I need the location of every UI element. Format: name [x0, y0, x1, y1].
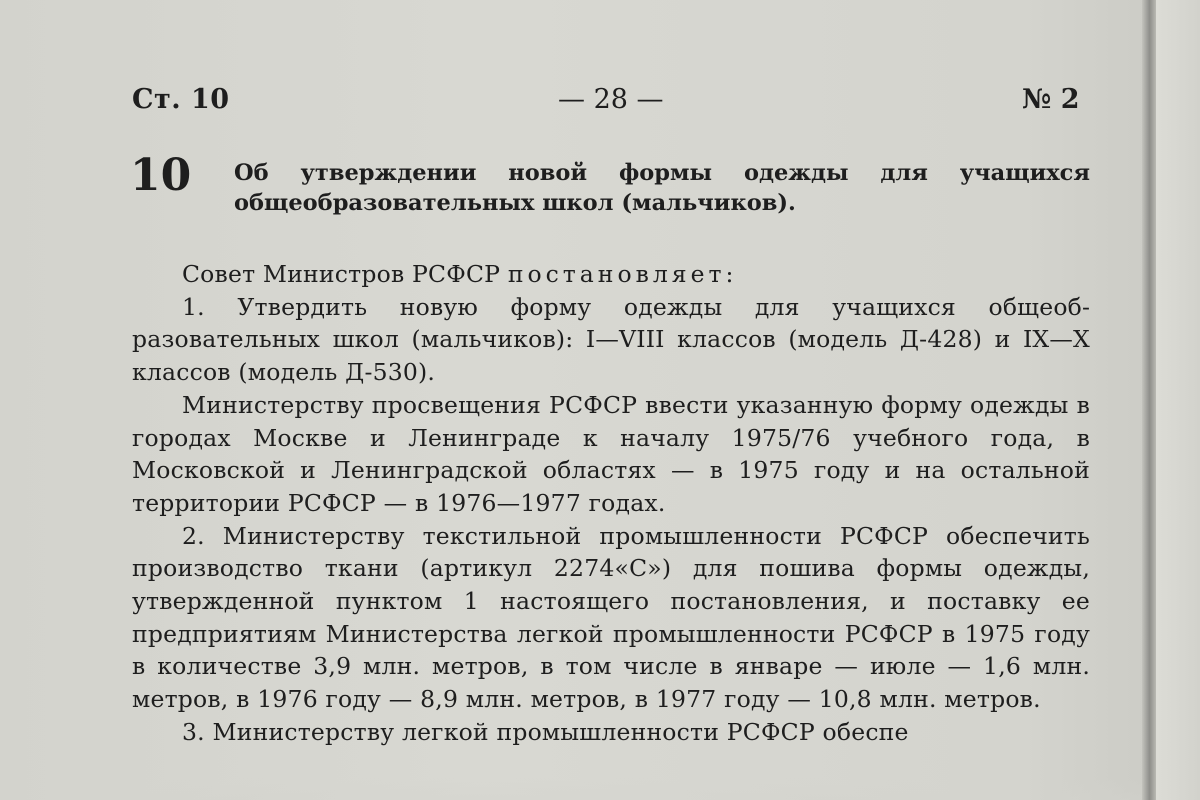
- article-body: [132, 258, 1090, 749]
- bottom-fade: [0, 778, 1142, 800]
- paragraph-1-continued: Министерству просвещения РСФСР ввести указанную форму одежды в городах Москве и Ленинграде к началу 1975/76 учебного года, в Московской и Ленинградской областях — в 1975 году и на остальной территории РСФСР — в 1976—1977 годах.: [132, 390, 1090, 517]
- article-number: 10: [130, 150, 192, 201]
- page-edge-shadow: [1142, 0, 1156, 800]
- issue-number: № 2: [1022, 84, 1080, 115]
- article-ref: Ст. 10: [132, 84, 230, 115]
- next-sheet: [1156, 0, 1200, 800]
- intro-spaced-verb: постановляет:: [507, 260, 738, 288]
- intro-lead: Совет Министров РСФСР: [182, 260, 508, 288]
- paragraph-1: 1. Утвердить новую форму одежды для учащихся общеобразовательных школ (мальчиков): I—VIII классов (модель Д-428) и IX—X классов (модель Д-530).: [132, 292, 1090, 387]
- article-title: Об утверждении новой формы одежды для учащихся общеобразовательных школ (мальчиков).: [234, 160, 1090, 216]
- page-number: — 28 —: [558, 84, 664, 115]
- intro-paragraph: [132, 258, 1090, 291]
- paragraph-3-cutoff: 3. Министерству легкой промышленности РСФСР обеспе: [182, 717, 909, 746]
- paragraph-2: 2. Министерству текстильной промышленности РСФСР обеспечить производство ткани (артикул 2274«С») для пошива формы одежды, утвержденной пунктом 1 настоящего постановления, и поставку ее предприятиям Министерства легкой промышленности РСФСР в 1975 году в количестве 3,9 млн. метров, в том числе в январе — июле — 1,6 млн. метров, в 1976 году — 8,9 млн. метров, в 1977 году — 10,8 млн. метров.: [132, 521, 1090, 714]
